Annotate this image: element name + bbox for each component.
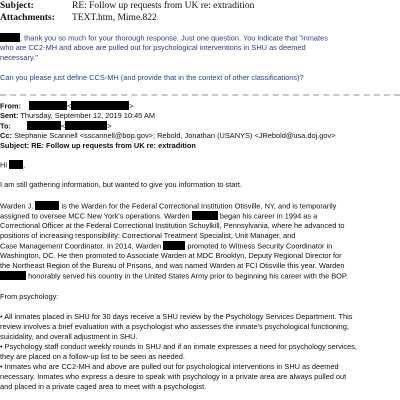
quoted-cc: Cc: Stephanie Scannell <sscannell@bop.gov>; Rebold, Jonathan (USANYS) <JRebold@usa.doj.gov> — [0, 131, 336, 140]
redaction-box — [192, 211, 218, 220]
body-p2-line-5: Case Management Coordinator. In 2014, Warden promoted to Witness Security Coordinator in — [0, 241, 333, 251]
redaction-box — [29, 101, 67, 110]
redaction-box — [35, 201, 59, 210]
bullet-2-line-1: • Psychology staff conduct weekly rounds in SHU and if an inmate expresses a need for psychology services, — [0, 342, 357, 351]
redaction-box — [0, 33, 20, 42]
body-p2-line-3: Correctional Officer at the Federal Correctional Institution Schuylkill, Pennsylvania, where he advanced to — [0, 221, 345, 230]
redaction-box — [27, 121, 61, 130]
attachments-header — [0, 12, 157, 24]
quoted-from: From: < > — [0, 101, 134, 111]
body-p2-line-8: honorably served his country in the United States Army prior to beginning his career with the BOP. — [0, 271, 400, 282]
bullet-1-line-2: review involves a brief evaluation with a psychologist who assesses the inmate's psychological functioning, — [0, 322, 349, 331]
quote-divider — [0, 94, 400, 96]
bullet-3-line-1: • Inmates who are CC2-MH and above are pulled out for psychological interventions in SHU as deemed — [0, 362, 339, 371]
bullet-3-line-2: necessary. Inmates who express a desire to speak with psychology in a private area are always pulled out — [0, 372, 347, 381]
bullet-1-line-3: suicidality, and overall adjustment in SHU. — [0, 332, 138, 341]
quoted-to: To: < > — [0, 121, 112, 131]
greeting: Hi , — [0, 160, 26, 170]
subject-value: RE: Follow up requests from UK re: extradition — [72, 1, 255, 11]
redaction-box — [9, 160, 23, 169]
bullet-2-line-2: they are placed on a follow-up list to be seen as needed. — [0, 352, 185, 361]
subject-label: Subject: — [0, 1, 34, 11]
body-p2-line-7: the Northeast Region of the Bureau of Prisons, and was named Warden at FCI Otisville this year. Warden — [0, 261, 345, 270]
reply-line-2: who are CC2-MH and above are pulled out for psychological interventions in SHU as deemed — [0, 43, 306, 52]
subject-header — [0, 0, 254, 12]
attachments-value[interactable]: TEXT.htm, Mime.822 — [72, 13, 157, 23]
reply-line-4: Can you please just define CCS-MH (and provide that in the context of other classifications)? — [0, 73, 304, 82]
body-p2-line-2: assigned to oversee MCC New York's operations. Warden began his career in 1994 as a — [0, 211, 318, 221]
reply-line-1: , thank you so much for your thorough response. Just one question. You indicate that "inmates — [0, 33, 400, 44]
body-p2-line-1: Warden J. is the Warden for the Federal Correctional Institution Otisville, NY, and is temporarily — [0, 201, 337, 211]
bullet-1-line-1: • All inmates placed in SHU for 30 days receive a SHU review by the Psychology Services Department. This — [0, 312, 353, 321]
redaction-box — [0, 271, 26, 280]
body-paragraph-3: From psychology: — [0, 292, 59, 301]
quoted-sent: Sent: Thursday, September 12, 2019 10:45 AM — [0, 111, 156, 120]
body-p2-line-4: positions of increasing responsibility: Correctional Treatment Specialist, Unit Manager, and — [0, 231, 296, 240]
attachments-label: Attachments: — [0, 13, 55, 23]
redaction-box — [163, 241, 185, 250]
bullet-3-line-3: and placed in a private caged area to meet with a psychologist. — [0, 382, 207, 391]
redaction-box — [65, 121, 107, 130]
redaction-box — [71, 101, 129, 110]
body-p2-line-6: Washington, DC. He then promoted to Associate Warden at MDC Brooklyn, Deputy Regional Director for — [0, 251, 342, 260]
reply-line-3: necessary." — [0, 53, 38, 62]
quoted-subject: Subject: RE: Follow up requests from UK re: extradition — [0, 141, 196, 150]
body-paragraph-1: I am still gathering information, but wanted to give you information to start. — [0, 180, 242, 189]
